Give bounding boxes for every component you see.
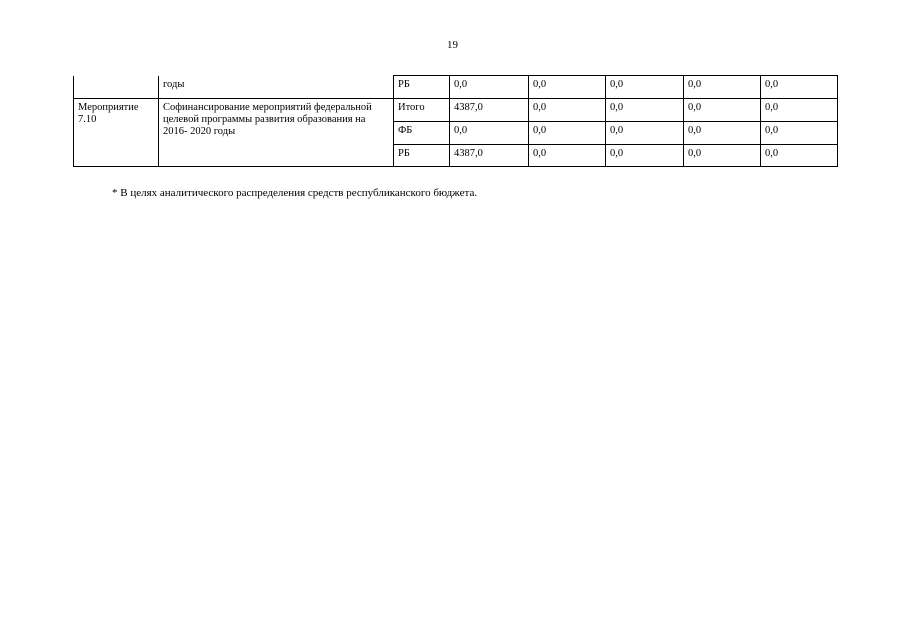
value-cell: 0,0 bbox=[684, 122, 761, 145]
value-cell: 0,0 bbox=[606, 145, 684, 167]
value-cell: 0,0 bbox=[529, 76, 606, 99]
funding-source-cell: ФБ bbox=[394, 122, 450, 145]
value-cell: 0,0 bbox=[450, 122, 529, 145]
value-cell: 0,0 bbox=[761, 99, 838, 122]
value-cell: 0,0 bbox=[761, 76, 838, 99]
value-cell: 0,0 bbox=[529, 99, 606, 122]
measure-label-cell: Мероприятие 7.10 bbox=[74, 99, 159, 167]
page-number: 19 bbox=[447, 39, 458, 51]
funding-source-cell: РБ bbox=[394, 76, 450, 99]
measure-description-cell: годы bbox=[159, 76, 394, 99]
measure-description-cell: Софинансирование мероприятий федеральной целевой программы развития образования на 2016- 2020 годы bbox=[159, 99, 394, 167]
measure-label-cell bbox=[74, 76, 159, 99]
value-cell: 0,0 bbox=[529, 145, 606, 167]
value-cell: 0,0 bbox=[684, 76, 761, 99]
value-cell: 0,0 bbox=[450, 76, 529, 99]
table-row bbox=[74, 76, 838, 99]
value-cell: 4387,0 bbox=[450, 99, 529, 122]
value-cell: 0,0 bbox=[606, 122, 684, 145]
funding-source-cell: Итого bbox=[394, 99, 450, 122]
value-cell: 0,0 bbox=[684, 145, 761, 167]
table-row bbox=[74, 99, 838, 122]
value-cell: 0,0 bbox=[606, 99, 684, 122]
value-cell: 0,0 bbox=[761, 122, 838, 145]
budget-table bbox=[73, 75, 838, 167]
value-cell: 0,0 bbox=[606, 76, 684, 99]
footnote: * В целях аналитического распределения средств республиканского бюджета. bbox=[112, 187, 478, 199]
value-cell: 0,0 bbox=[684, 99, 761, 122]
value-cell: 4387,0 bbox=[450, 145, 529, 167]
funding-source-cell: РБ bbox=[394, 145, 450, 167]
value-cell: 0,0 bbox=[761, 145, 838, 167]
value-cell: 0,0 bbox=[529, 122, 606, 145]
